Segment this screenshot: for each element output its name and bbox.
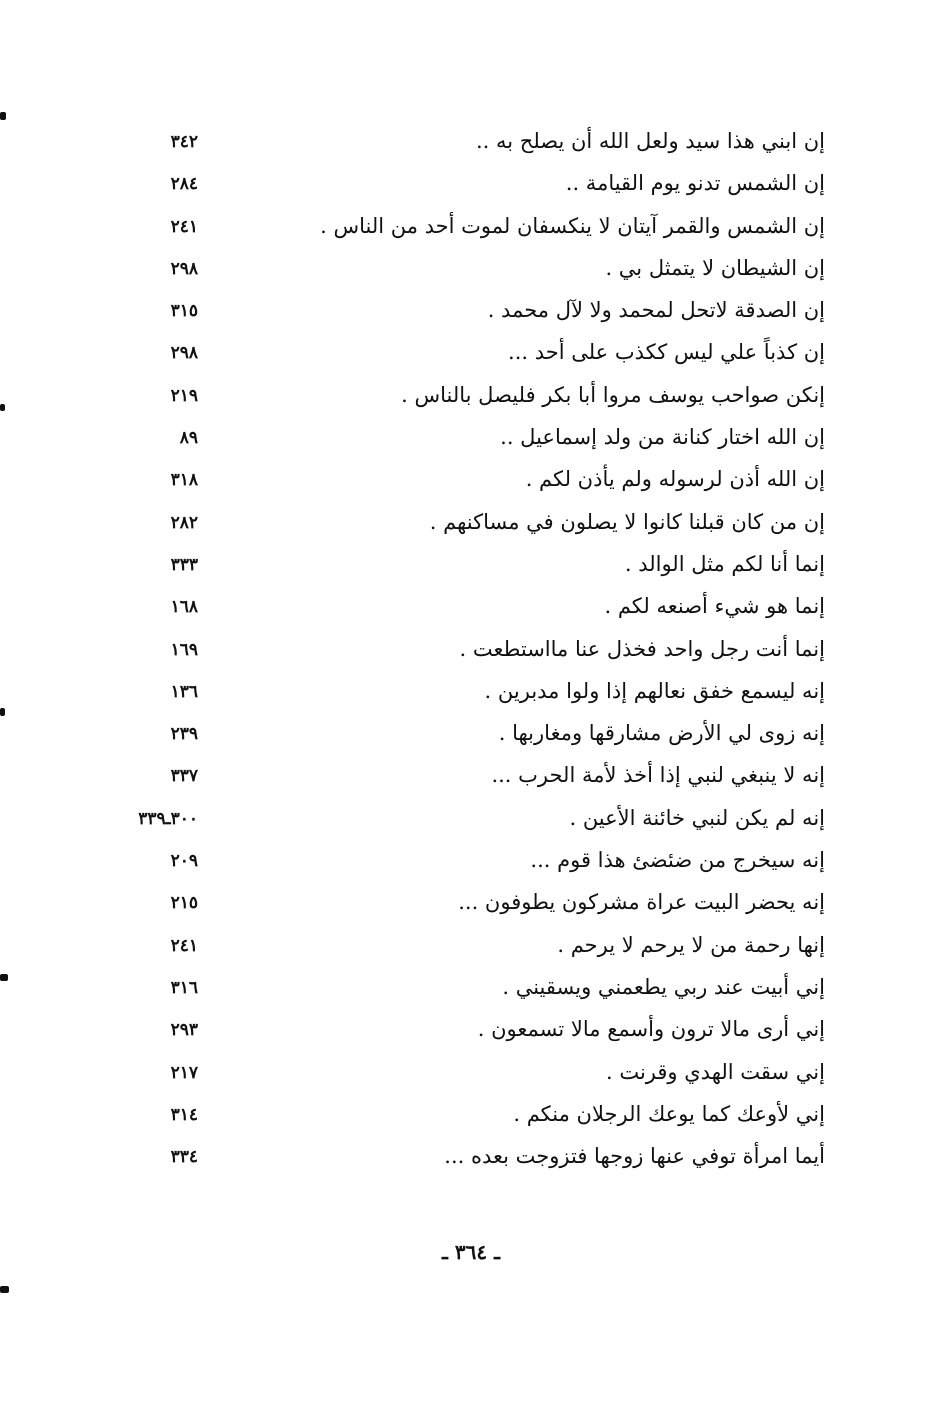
entry-text: إنه سيخرج من ضئضئ هذا قوم ... bbox=[530, 848, 825, 873]
entry-text: إنما هو شيء أصنعه لكم . bbox=[604, 594, 825, 619]
entry-text: إنما أنا لكم مثل الوالد . bbox=[624, 551, 825, 576]
entry-page-number: ٢٠٩ bbox=[170, 851, 198, 872]
entry-page-number: ٢١٧ bbox=[170, 1062, 198, 1083]
index-entry bbox=[110, 587, 825, 629]
index-entry bbox=[110, 841, 825, 883]
index-entry bbox=[110, 164, 825, 206]
entry-text: إن الصدقة لاتحل لمحمد ولا لآل محمد . bbox=[487, 298, 825, 323]
entry-text: إنه يحضر البيت عراة مشركون يطوفون ... bbox=[458, 890, 825, 915]
entry-page-number: ١٦٩ bbox=[170, 639, 198, 660]
entry-page-number: ٢٤١ bbox=[170, 935, 198, 956]
index-entry bbox=[110, 630, 825, 672]
index-entry bbox=[110, 714, 825, 756]
index-entry bbox=[110, 333, 825, 375]
index-entry bbox=[110, 545, 825, 587]
entry-text: إني سقت الهدي وقرنت . bbox=[605, 1059, 825, 1084]
entry-page-number: ٣٣٣ bbox=[170, 554, 198, 575]
page-number: ـ ٣٦٤ ـ bbox=[442, 1240, 500, 1264]
scan-edge-mark bbox=[0, 974, 8, 981]
entry-page-number: ٣٠٠ـ٣٣٩ bbox=[138, 808, 198, 829]
entry-page-number: ٣٣٧ bbox=[170, 766, 198, 787]
entry-page-number: ٢٩٣ bbox=[170, 1020, 198, 1041]
index-entry bbox=[110, 968, 825, 1010]
index-entry bbox=[110, 1010, 825, 1052]
entry-text: إني أبيت عند ربي يطعمني ويسقيني . bbox=[502, 974, 825, 999]
entry-text: إنكن صواحب يوسف مروا أبا بكر فليصل بالناس . bbox=[401, 382, 825, 407]
index-entry bbox=[110, 376, 825, 418]
entry-text: إني أرى مالا ترون وأسمع مالا تسمعون . bbox=[477, 1017, 825, 1042]
entry-text: إنه لا ينبغي لنبي إذا أخذ لأمة الحرب ... bbox=[491, 763, 825, 788]
hadith-index-list bbox=[110, 122, 825, 1179]
entry-text: إن الشمس والقمر آيتان لا ينكسفان لموت أحد من الناس . bbox=[320, 213, 825, 238]
entry-text: إن الله اختار كنانة من ولد إسماعيل .. bbox=[500, 425, 825, 450]
entry-page-number: ٢١٩ bbox=[170, 385, 198, 406]
entry-text: إنه زوى لي الأرض مشارقها ومغاربها . bbox=[498, 721, 825, 746]
index-entry bbox=[110, 249, 825, 291]
entry-page-number: ٢٨٤ bbox=[170, 174, 198, 195]
entry-text: إنها رحمة من لا يرحم لا يرحم . bbox=[557, 932, 825, 957]
entry-text: إن من كان قبلنا كانوا لا يصلون في مساكنهم . bbox=[429, 509, 825, 534]
entry-page-number: ١٦٨ bbox=[170, 597, 198, 618]
entry-page-number: ٣١٥ bbox=[170, 301, 198, 322]
entry-text: إن الشمس تدنو يوم القيامة .. bbox=[565, 171, 825, 196]
entry-page-number: ٢١٥ bbox=[170, 893, 198, 914]
index-entry bbox=[110, 122, 825, 164]
index-entry bbox=[110, 799, 825, 841]
entry-page-number: ٣٣٤ bbox=[170, 1147, 198, 1168]
entry-text: إن الله أذن لرسوله ولم يأذن لكم . bbox=[525, 467, 825, 492]
entry-text: إنه ليسمع خفق نعالهم إذا ولوا مدبرين . bbox=[484, 678, 825, 703]
entry-text: إن الشيطان لا يتمثل بي . bbox=[605, 255, 825, 280]
index-entry bbox=[110, 207, 825, 249]
entry-page-number: ٣١٨ bbox=[170, 470, 198, 491]
entry-page-number: ٣٤٢ bbox=[170, 132, 198, 152]
entry-page-number: ٢٣٩ bbox=[170, 724, 198, 745]
entry-page-number: ٣١٤ bbox=[170, 1104, 198, 1125]
entry-page-number: ٢٤١ bbox=[170, 216, 198, 237]
entry-page-number: ٢٨٢ bbox=[170, 512, 198, 533]
entry-page-number: ٣١٦ bbox=[170, 977, 198, 998]
index-entry bbox=[110, 460, 825, 502]
scan-edge-mark bbox=[0, 112, 6, 120]
entry-text: إنما أنت رجل واحد فخذل عنا مااستطعت . bbox=[459, 636, 825, 661]
entry-page-number: ١٣٦ bbox=[170, 681, 198, 702]
index-entry bbox=[110, 1095, 825, 1137]
entry-text: أيما امرأة توفي عنها زوجها فتزوجت بعده ... bbox=[444, 1144, 825, 1169]
index-entry bbox=[110, 503, 825, 545]
scan-edge-mark bbox=[0, 1286, 9, 1293]
index-entry bbox=[110, 883, 825, 925]
index-entry bbox=[110, 1137, 825, 1179]
entry-text: إن كذباً علي ليس ككذب على أحد ... bbox=[508, 340, 825, 365]
entry-page-number: ٢٩٨ bbox=[170, 258, 198, 279]
entry-text: إنه لم يكن لنبي خائنة الأعين . bbox=[569, 805, 825, 830]
index-entry bbox=[110, 926, 825, 968]
index-entry bbox=[110, 672, 825, 714]
entry-page-number: ٢٩٨ bbox=[170, 343, 198, 364]
index-entry bbox=[110, 418, 825, 460]
index-entry bbox=[110, 756, 825, 798]
scan-edge-mark bbox=[0, 404, 5, 411]
index-entry bbox=[110, 1053, 825, 1095]
index-entry bbox=[110, 291, 825, 333]
scan-edge-mark bbox=[0, 708, 5, 716]
entry-page-number: ٨٩ bbox=[179, 428, 198, 449]
entry-text: إني لأوعك كما يوعك الرجلان منكم . bbox=[513, 1101, 825, 1126]
entry-text: إن ابني هذا سيد ولعل الله أن يصلح به .. bbox=[475, 129, 825, 153]
